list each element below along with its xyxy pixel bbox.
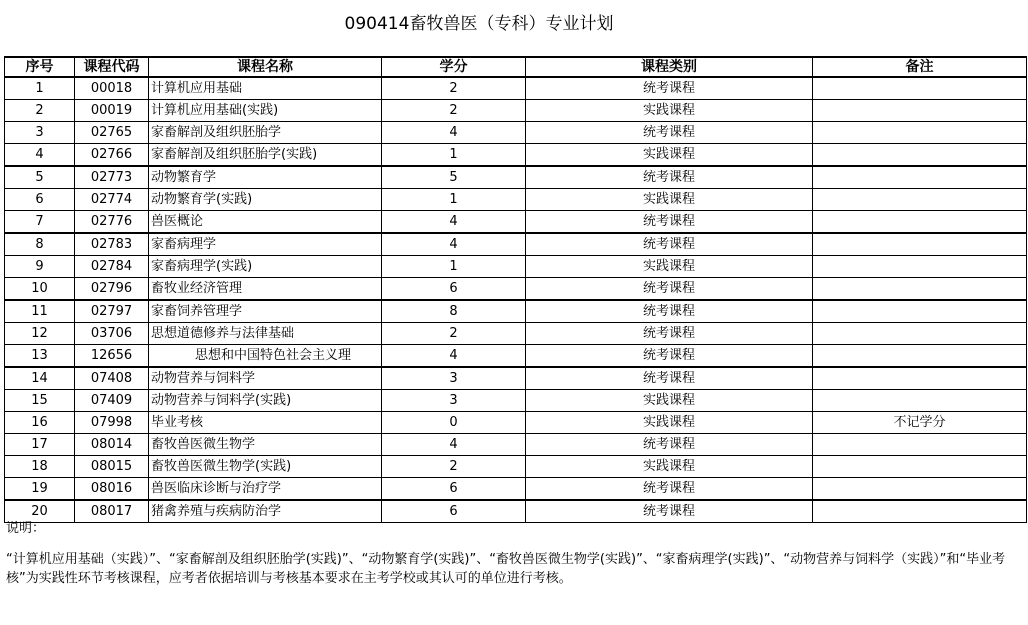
course-category-cell: 统考课程 — [526, 434, 813, 456]
course-category-cell: 统考课程 — [526, 233, 813, 256]
course-name-cell: 兽医临床诊断与治疗学 — [149, 478, 382, 501]
table-row — [5, 100, 1027, 122]
course-name-cell: 动物繁育学(实践) — [149, 189, 382, 211]
table-row — [5, 500, 1027, 523]
header-remark: 备注 — [813, 57, 1027, 77]
row-number-cell: 19 — [5, 478, 75, 501]
table-row — [5, 412, 1027, 434]
remark-cell — [813, 345, 1027, 368]
remark-cell — [813, 456, 1027, 478]
row-number-cell: 7 — [5, 211, 75, 234]
row-number-cell: 6 — [5, 189, 75, 211]
remark-cell — [813, 500, 1027, 523]
credit-cell: 1 — [382, 144, 526, 167]
course-category-cell: 统考课程 — [526, 478, 813, 501]
course-name-cell: 畜牧业经济管理 — [149, 278, 382, 301]
course-name-cell: 动物营养与饲料学 — [149, 367, 382, 390]
credit-cell: 1 — [382, 189, 526, 211]
course-code-cell: 08016 — [75, 478, 149, 501]
remark-cell — [813, 367, 1027, 390]
course-code-cell: 02796 — [75, 278, 149, 301]
remark-cell — [813, 77, 1027, 100]
credit-cell: 8 — [382, 300, 526, 323]
course-category-cell: 实践课程 — [526, 144, 813, 167]
row-number-cell: 20 — [5, 500, 75, 523]
header-category: 课程类别 — [526, 57, 813, 77]
course-code-cell: 02784 — [75, 256, 149, 278]
row-number-cell: 18 — [5, 456, 75, 478]
credit-cell: 4 — [382, 211, 526, 234]
table-row — [5, 211, 1027, 234]
row-number-cell: 4 — [5, 144, 75, 167]
credit-cell: 3 — [382, 390, 526, 412]
remark-cell — [813, 189, 1027, 211]
course-code-cell: 02783 — [75, 233, 149, 256]
course-name-cell: 畜牧兽医微生物学(实践) — [149, 456, 382, 478]
table-row — [5, 77, 1027, 100]
row-number-cell: 10 — [5, 278, 75, 301]
credit-cell: 4 — [382, 233, 526, 256]
course-code-cell: 03706 — [75, 323, 149, 345]
note-label: 说明： — [6, 521, 46, 536]
remark-cell — [813, 100, 1027, 122]
row-number-cell: 5 — [5, 166, 75, 189]
row-number-cell: 9 — [5, 256, 75, 278]
course-category-cell: 统考课程 — [526, 345, 813, 368]
table-row — [5, 144, 1027, 167]
row-number-cell: 15 — [5, 390, 75, 412]
course-category-cell: 统考课程 — [526, 300, 813, 323]
course-category-cell: 实践课程 — [526, 189, 813, 211]
course-name-cell: 毕业考核 — [149, 412, 382, 434]
table-row — [5, 323, 1027, 345]
course-category-cell: 统考课程 — [526, 278, 813, 301]
row-number-cell: 1 — [5, 77, 75, 100]
remark-cell — [813, 434, 1027, 456]
course-code-cell: 02773 — [75, 166, 149, 189]
table-row — [5, 189, 1027, 211]
table-row — [5, 122, 1027, 144]
table-row — [5, 478, 1027, 501]
note-text: “计算机应用基础（实践）”、“家畜解剖及组织胚胎学(实践)”、“动物繁育学(实践)”、“畜牧兽医微生物学(实践)”、“家畜病理学(实践)”、“动物营养与饲料学（实践）”和“毕业考核”为实践性环节考核课程，应考者依据培训与考核基本要求在主考学校或其认可的单位进行考核。 — [6, 552, 1006, 586]
course-code-cell: 08017 — [75, 500, 149, 523]
course-category-cell: 统考课程 — [526, 367, 813, 390]
course-name-cell: 家畜饲养管理学 — [149, 300, 382, 323]
course-name-cell: 家畜解剖及组织胚胎学(实践) — [149, 144, 382, 167]
course-code-cell: 00019 — [75, 100, 149, 122]
course-code-cell: 07409 — [75, 390, 149, 412]
remark-cell — [813, 144, 1027, 167]
course-name-cell: 动物繁育学 — [149, 166, 382, 189]
course-code-cell: 07998 — [75, 412, 149, 434]
course-name-cell: 畜牧兽医微生物学 — [149, 434, 382, 456]
course-category-cell: 统考课程 — [526, 211, 813, 234]
remark-cell — [813, 300, 1027, 323]
remark-cell — [813, 256, 1027, 278]
credit-cell: 2 — [382, 77, 526, 100]
credit-cell: 6 — [382, 278, 526, 301]
row-number-cell: 2 — [5, 100, 75, 122]
remark-cell — [813, 122, 1027, 144]
row-number-cell: 13 — [5, 345, 75, 368]
credit-cell: 4 — [382, 122, 526, 144]
course-name-cell: 猪禽养殖与疾病防治学 — [149, 500, 382, 523]
course-category-cell: 实践课程 — [526, 390, 813, 412]
remark-cell — [813, 233, 1027, 256]
table-header-row — [5, 57, 1027, 77]
table-row — [5, 367, 1027, 390]
row-number-cell: 8 — [5, 233, 75, 256]
credit-cell: 2 — [382, 323, 526, 345]
credit-cell: 3 — [382, 367, 526, 390]
credit-cell: 2 — [382, 456, 526, 478]
credit-cell: 4 — [382, 434, 526, 456]
remark-cell — [813, 323, 1027, 345]
page-title: 090414畜牧兽医（专科）专业计划 — [344, 14, 614, 34]
course-name-cell: 计算机应用基础(实践) — [149, 100, 382, 122]
table-row — [5, 300, 1027, 323]
course-name-cell: 家畜解剖及组织胚胎学 — [149, 122, 382, 144]
course-name-cell: 兽医概论 — [149, 211, 382, 234]
remark-cell — [813, 278, 1027, 301]
course-code-cell: 08015 — [75, 456, 149, 478]
row-number-cell: 16 — [5, 412, 75, 434]
course-category-cell: 统考课程 — [526, 166, 813, 189]
course-category-cell: 统考课程 — [526, 323, 813, 345]
course-category-cell: 实践课程 — [526, 412, 813, 434]
course-plan-table — [4, 56, 1027, 523]
row-number-cell: 11 — [5, 300, 75, 323]
credit-cell: 1 — [382, 256, 526, 278]
course-code-cell: 02776 — [75, 211, 149, 234]
remark-cell: 不记学分 — [813, 412, 1027, 434]
course-name-cell: 思想和中国特色社会主义理 — [149, 345, 382, 368]
remark-cell — [813, 211, 1027, 234]
remark-cell — [813, 390, 1027, 412]
credit-cell: 5 — [382, 166, 526, 189]
course-code-cell: 08014 — [75, 434, 149, 456]
course-name-cell: 家畜病理学(实践) — [149, 256, 382, 278]
credit-cell: 6 — [382, 500, 526, 523]
course-category-cell: 统考课程 — [526, 77, 813, 100]
course-category-cell: 实践课程 — [526, 456, 813, 478]
course-category-cell: 统考课程 — [526, 500, 813, 523]
header-no: 序号 — [5, 57, 75, 77]
table-row — [5, 345, 1027, 368]
course-name-cell: 动物营养与饲料学(实践) — [149, 390, 382, 412]
row-number-cell: 17 — [5, 434, 75, 456]
row-number-cell: 12 — [5, 323, 75, 345]
course-code-cell: 02765 — [75, 122, 149, 144]
course-name-cell: 计算机应用基础 — [149, 77, 382, 100]
credit-cell: 4 — [382, 345, 526, 368]
table-row — [5, 166, 1027, 189]
course-category-cell: 统考课程 — [526, 122, 813, 144]
row-number-cell: 14 — [5, 367, 75, 390]
course-name-cell: 思想道德修养与法律基础 — [149, 323, 382, 345]
remark-cell — [813, 478, 1027, 501]
course-code-cell: 02774 — [75, 189, 149, 211]
table-row — [5, 456, 1027, 478]
course-code-cell: 00018 — [75, 77, 149, 100]
table-row — [5, 434, 1027, 456]
course-code-cell: 02766 — [75, 144, 149, 167]
credit-cell: 2 — [382, 100, 526, 122]
table-row — [5, 278, 1027, 301]
credit-cell: 0 — [382, 412, 526, 434]
table-row — [5, 233, 1027, 256]
remark-cell — [813, 166, 1027, 189]
header-credit: 学分 — [382, 57, 526, 77]
table-row — [5, 256, 1027, 278]
course-name-cell: 家畜病理学 — [149, 233, 382, 256]
course-code-cell: 02797 — [75, 300, 149, 323]
credit-cell: 6 — [382, 478, 526, 501]
course-code-cell: 07408 — [75, 367, 149, 390]
table-row — [5, 390, 1027, 412]
header-code: 课程代码 — [75, 57, 149, 77]
course-category-cell: 实践课程 — [526, 100, 813, 122]
header-name: 课程名称 — [149, 57, 382, 77]
row-number-cell: 3 — [5, 122, 75, 144]
course-category-cell: 实践课程 — [526, 256, 813, 278]
course-code-cell: 12656 — [75, 345, 149, 368]
